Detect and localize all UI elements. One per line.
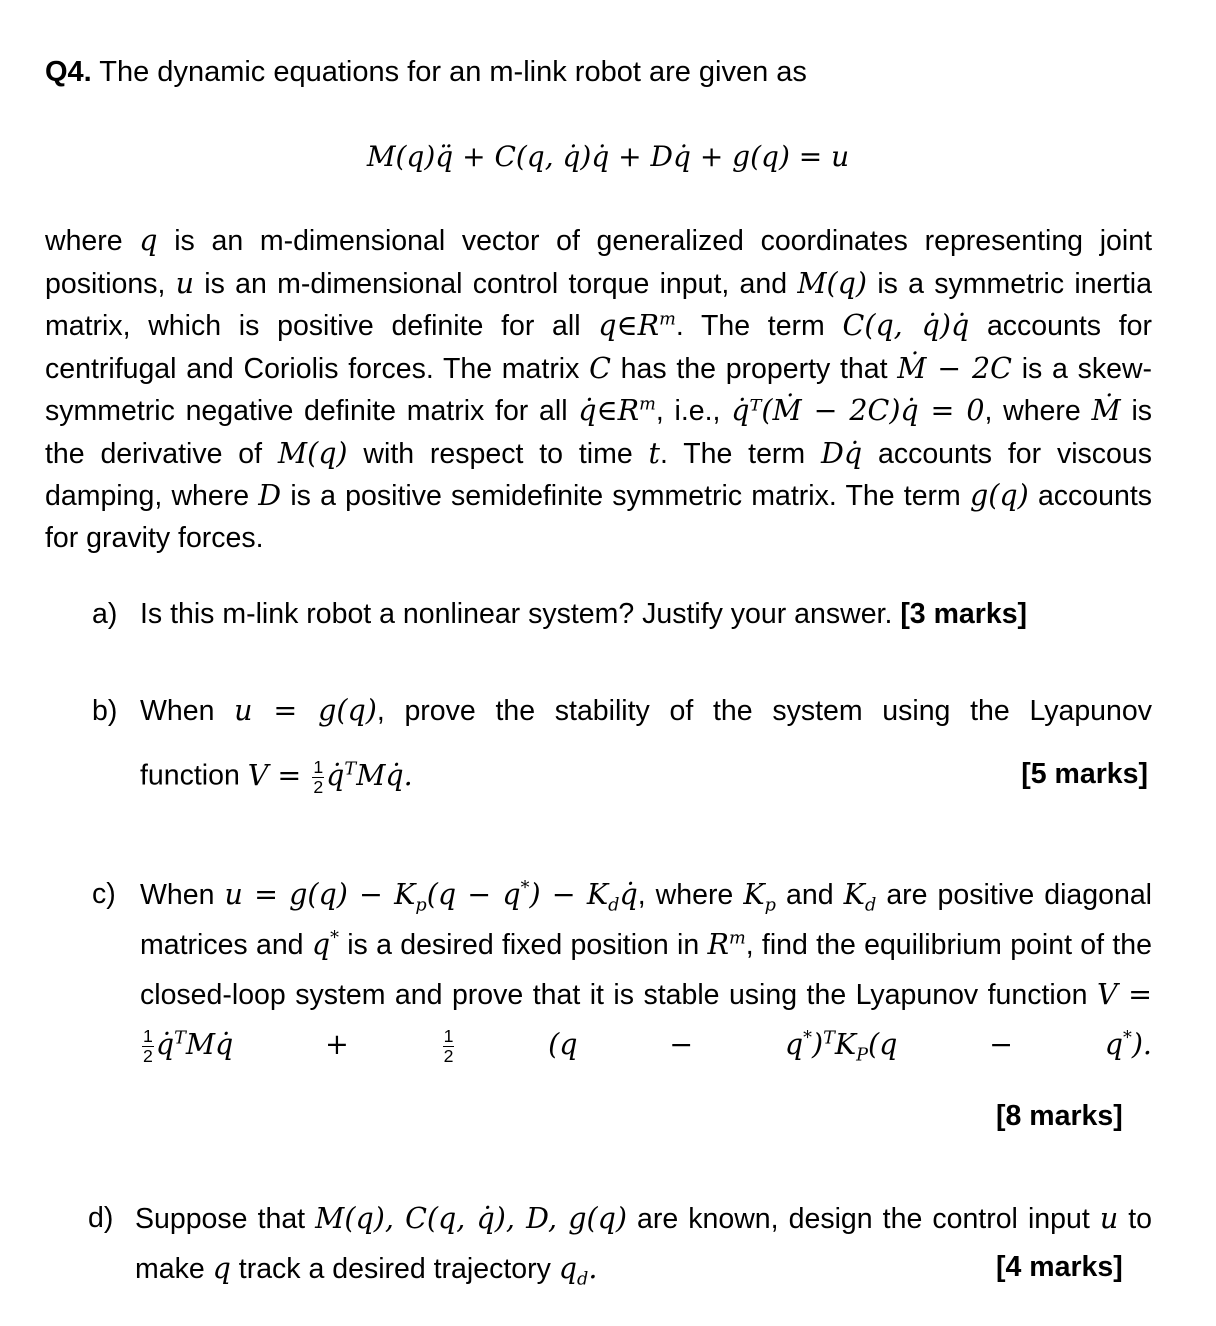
- intro-text: is an m-dimensional vector of generalized coordinates representing joint positions,: [45, 225, 1152, 300]
- question-c-label: c): [92, 878, 116, 910]
- math-qdot-in-Rm: $q̇\in R^m$: [578, 394, 656, 427]
- question-b-label: b): [92, 695, 118, 727]
- question-c-text: are positive diagonal matrices and: [140, 879, 1153, 961]
- intro-text: is the derivative of: [45, 395, 1153, 470]
- question-d-text: are known, design the control input: [637, 1203, 1090, 1235]
- intro-text: accounts for gravity forces.: [45, 480, 1153, 554]
- question-a-label: a): [92, 598, 118, 630]
- math-q-in-Rm: $q\in R^m$: [598, 309, 676, 342]
- question-d-text: to make: [135, 1203, 1153, 1285]
- question-c-text: and: [786, 879, 834, 911]
- intro-text: . The term: [675, 310, 825, 342]
- question-title: [45, 56, 807, 89]
- math-u-control-law: $u = g(q) - K_p(q - q^*)$ − $K_dq̇$: [224, 878, 638, 916]
- question-c-marks: [8 marks]: [996, 1100, 1123, 1132]
- question-d-marks: [4 marks]: [996, 1251, 1123, 1283]
- math-Rm: $R^m$: [707, 928, 746, 961]
- intro-text: is a positive semidefinite symmetric matrix. The term: [290, 480, 961, 512]
- intro-text: accounts for centrifugal and Coriolis forces. The matrix: [45, 310, 1152, 385]
- intro-text: is a skew-symmetric negative definite matrix for all: [45, 352, 1153, 427]
- question-a-text: Is this m-link robot a nonlinear system? Justify your answer.: [140, 598, 893, 630]
- question-c-text: When: [140, 879, 215, 911]
- math-q-in-R: q∈R: [598, 309, 660, 342]
- math-g-of-q: g(q): [970, 479, 1029, 512]
- intro-paragraph: [45, 220, 1152, 559]
- dynamic-equation: M(q)q̈ + C(q, q̇)q̇ + Dq̇ + g(q) = u: [366, 140, 850, 173]
- intro-text: is an m-dimensional control torque input, and: [204, 267, 788, 300]
- math-q-d: $q_d$.: [558, 1252, 598, 1290]
- math-Kd: $K_d$: [843, 878, 877, 916]
- math-q: q: [212, 1252, 231, 1285]
- question-d-text: track a desired trajectory: [238, 1253, 551, 1285]
- math-u-equals-g: u = g(q): [234, 694, 377, 727]
- math-lyapunov-b: V = $\frac{1}{2}$ q̇$^T$Mq̇.: [247, 757, 413, 797]
- question-a: [92, 598, 1142, 631]
- question-b-text: When: [140, 695, 215, 727]
- question-d-label: d): [88, 1202, 114, 1234]
- math-Mdot: Ṁ: [1091, 394, 1121, 427]
- math-Mdot-minus-2C: Ṁ − 2C: [897, 351, 1012, 385]
- math-known-terms: M(q), C(q, q̇), D, g(q): [315, 1202, 627, 1235]
- question-c: [92, 870, 1152, 1070]
- question-d-text: Suppose that: [135, 1203, 306, 1235]
- intro-text: where: [45, 225, 123, 257]
- math-t: t: [648, 436, 660, 470]
- intro-text: accounts for viscous damping, where: [45, 437, 1153, 512]
- question-b-line2: [140, 758, 1148, 796]
- math-D: D: [258, 479, 282, 512]
- math-skew-property: q̇ᵀ(Ṁ − 2C)q̇ = 0: [731, 394, 985, 427]
- math-lyapunov-c: V = $\frac{1}{2}$ q̇$^T$Mq̇ + $\frac{1}{2}$ $(q - q^*)^TK_P(q - q^*)$.: [143, 978, 1153, 1066]
- intro-text: , where: [984, 395, 1081, 427]
- question-d: [88, 1194, 1152, 1294]
- question-c-body: [140, 870, 1152, 1070]
- math-M-of-q: M(q): [797, 266, 868, 300]
- math-M-of-q: M(q): [277, 436, 348, 470]
- intro-text: with respect to time: [363, 437, 633, 470]
- intro-text: has the property that: [620, 352, 888, 385]
- intro-text: , i.e.,: [655, 395, 721, 427]
- question-c-text: , find the equilibrium point of the closed-loop system and prove that it is stable using the Lyapunov function: [140, 929, 1152, 1011]
- question-c-text: , where: [637, 879, 734, 911]
- math-Kp: $K_p$: [743, 878, 776, 916]
- math-qdot-in-R: q̇∈R: [578, 394, 640, 427]
- math-C-term: C(q, q̇)q̇: [842, 309, 970, 342]
- intro-text: is a symmetric inertia matrix, which is positive definite for all: [45, 267, 1152, 342]
- math-u: u: [1099, 1202, 1119, 1235]
- question-a-marks: [3 marks]: [900, 598, 1028, 630]
- question-title-text: The dynamic equations for an m-link robot are given as: [91, 56, 807, 88]
- question-b: [92, 694, 1152, 728]
- math-q-star: q*: [311, 928, 339, 961]
- math-D-qdot: Dq̇: [821, 436, 863, 470]
- question-c-row: [140, 870, 1152, 1070]
- question-number: Q4.: [45, 56, 92, 88]
- intro-text: . The term: [659, 437, 806, 470]
- math-q-d-base: q: [558, 1252, 578, 1285]
- math-q: q: [139, 224, 158, 257]
- question-b-text: , prove the stability of the system using the Lyapunov: [376, 695, 1152, 727]
- question-b-text: function: [140, 759, 240, 792]
- question-c-text: is a desired fixed position in: [347, 929, 700, 961]
- question-b-marks: [5 marks]: [1021, 758, 1148, 790]
- math-C: C: [589, 351, 611, 385]
- math-u: u: [175, 266, 195, 300]
